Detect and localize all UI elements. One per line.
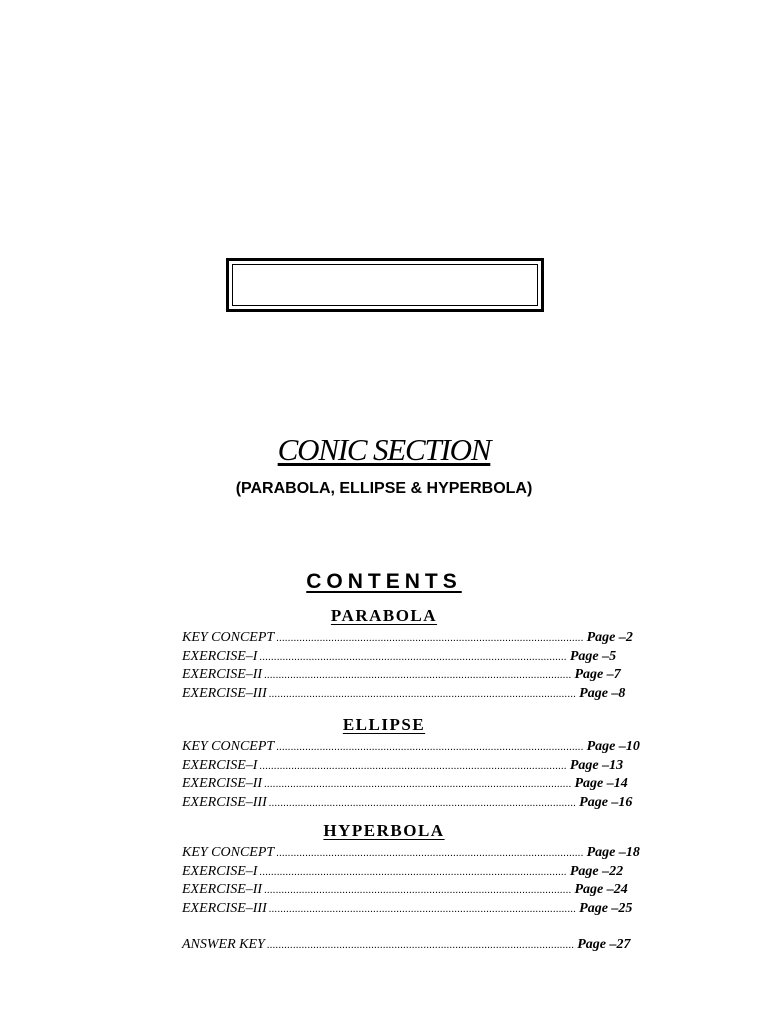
toc-entry-label: EXERCISE–I bbox=[182, 648, 258, 664]
toc-entry bbox=[182, 738, 640, 757]
toc-entry bbox=[182, 629, 633, 648]
toc-entry-page: Page –5 bbox=[569, 648, 617, 664]
toc-entry-label: EXERCISE–I bbox=[182, 757, 258, 773]
toc-entry bbox=[182, 900, 633, 919]
toc-list-hyperbola bbox=[182, 844, 640, 918]
toc-entry bbox=[182, 881, 628, 900]
dot-leader: .......................................................................................................... bbox=[268, 688, 577, 700]
toc-entry bbox=[182, 794, 633, 813]
header-frame bbox=[226, 258, 544, 312]
toc-entry-label: KEY CONCEPT bbox=[182, 739, 275, 754]
toc-entry-page: Page –2 bbox=[586, 630, 633, 645]
toc-entry-page: Page –16 bbox=[579, 794, 633, 810]
toc-entry bbox=[182, 685, 626, 704]
toc-entry-label: EXERCISE–II bbox=[182, 882, 263, 897]
toc-entry-page: Page –18 bbox=[586, 845, 640, 860]
contents-heading: CONTENTS bbox=[306, 570, 462, 593]
toc-list-ellipse bbox=[182, 738, 640, 812]
toc-entry-page: Page –10 bbox=[586, 739, 640, 754]
toc-entry-page: Page –7 bbox=[574, 667, 621, 682]
toc-entry bbox=[182, 666, 621, 685]
toc-entry-answer-key bbox=[182, 936, 631, 955]
toc-entry-label: ANSWER KEY bbox=[182, 937, 265, 952]
toc-entry-label: EXERCISE–II bbox=[182, 776, 263, 791]
toc-entry-label: KEY CONCEPT bbox=[182, 845, 275, 860]
toc-entry-label: EXERCISE–II bbox=[182, 667, 263, 682]
toc-entry bbox=[182, 844, 640, 863]
toc-entry-label: EXERCISE–III bbox=[182, 900, 267, 916]
toc-entry bbox=[182, 757, 624, 776]
document-title: CONIC SECTION bbox=[277, 432, 491, 467]
toc-entry bbox=[182, 863, 624, 882]
toc-entry-label: KEY CONCEPT bbox=[182, 630, 275, 645]
section-heading-hyperbola: HYPERBOLA bbox=[323, 821, 445, 840]
toc-entry-page: Page –13 bbox=[569, 757, 624, 773]
header-frame-inner bbox=[232, 264, 538, 306]
toc-entry bbox=[182, 648, 617, 667]
dot-leader: .......................................................................................................... bbox=[264, 885, 572, 896]
toc-entry-page: Page –22 bbox=[569, 863, 624, 879]
dot-leader: .......................................................................................................... bbox=[259, 866, 567, 878]
toc-entry bbox=[182, 775, 628, 794]
toc-entry-page: Page –14 bbox=[574, 776, 628, 791]
toc-entry-label: EXERCISE–III bbox=[182, 794, 267, 810]
dot-leader: .......................................................................................................... bbox=[266, 940, 575, 951]
dot-leader: .......................................................................................................... bbox=[276, 742, 584, 753]
toc-entry-page: Page –24 bbox=[574, 882, 628, 897]
dot-leader: .......................................................................................................... bbox=[276, 633, 584, 644]
toc-entry-page: Page –27 bbox=[577, 937, 631, 952]
section-heading-ellipse: ELLIPSE bbox=[342, 715, 426, 734]
toc-list-answer-key bbox=[182, 936, 631, 955]
dot-leader: .......................................................................................................... bbox=[264, 670, 572, 681]
toc-entry-page: Page –25 bbox=[579, 900, 633, 916]
toc-entry-label: EXERCISE–III bbox=[182, 685, 267, 701]
dot-leader: .......................................................................................................... bbox=[264, 779, 572, 790]
dot-leader: .......................................................................................................... bbox=[259, 651, 567, 663]
dot-leader: .......................................................................................................... bbox=[268, 797, 577, 809]
document-subtitle: (PARABOLA, ELLIPSE & HYPERBOLA) bbox=[235, 480, 533, 497]
dot-leader: .......................................................................................................... bbox=[268, 903, 577, 915]
dot-leader: .......................................................................................................... bbox=[276, 848, 584, 859]
section-heading-parabola: PARABOLA bbox=[330, 606, 438, 625]
toc-list-parabola bbox=[182, 629, 633, 703]
toc-entry-label: EXERCISE–I bbox=[182, 863, 258, 879]
dot-leader: .......................................................................................................... bbox=[259, 760, 567, 772]
toc-entry-page: Page –8 bbox=[579, 685, 626, 701]
